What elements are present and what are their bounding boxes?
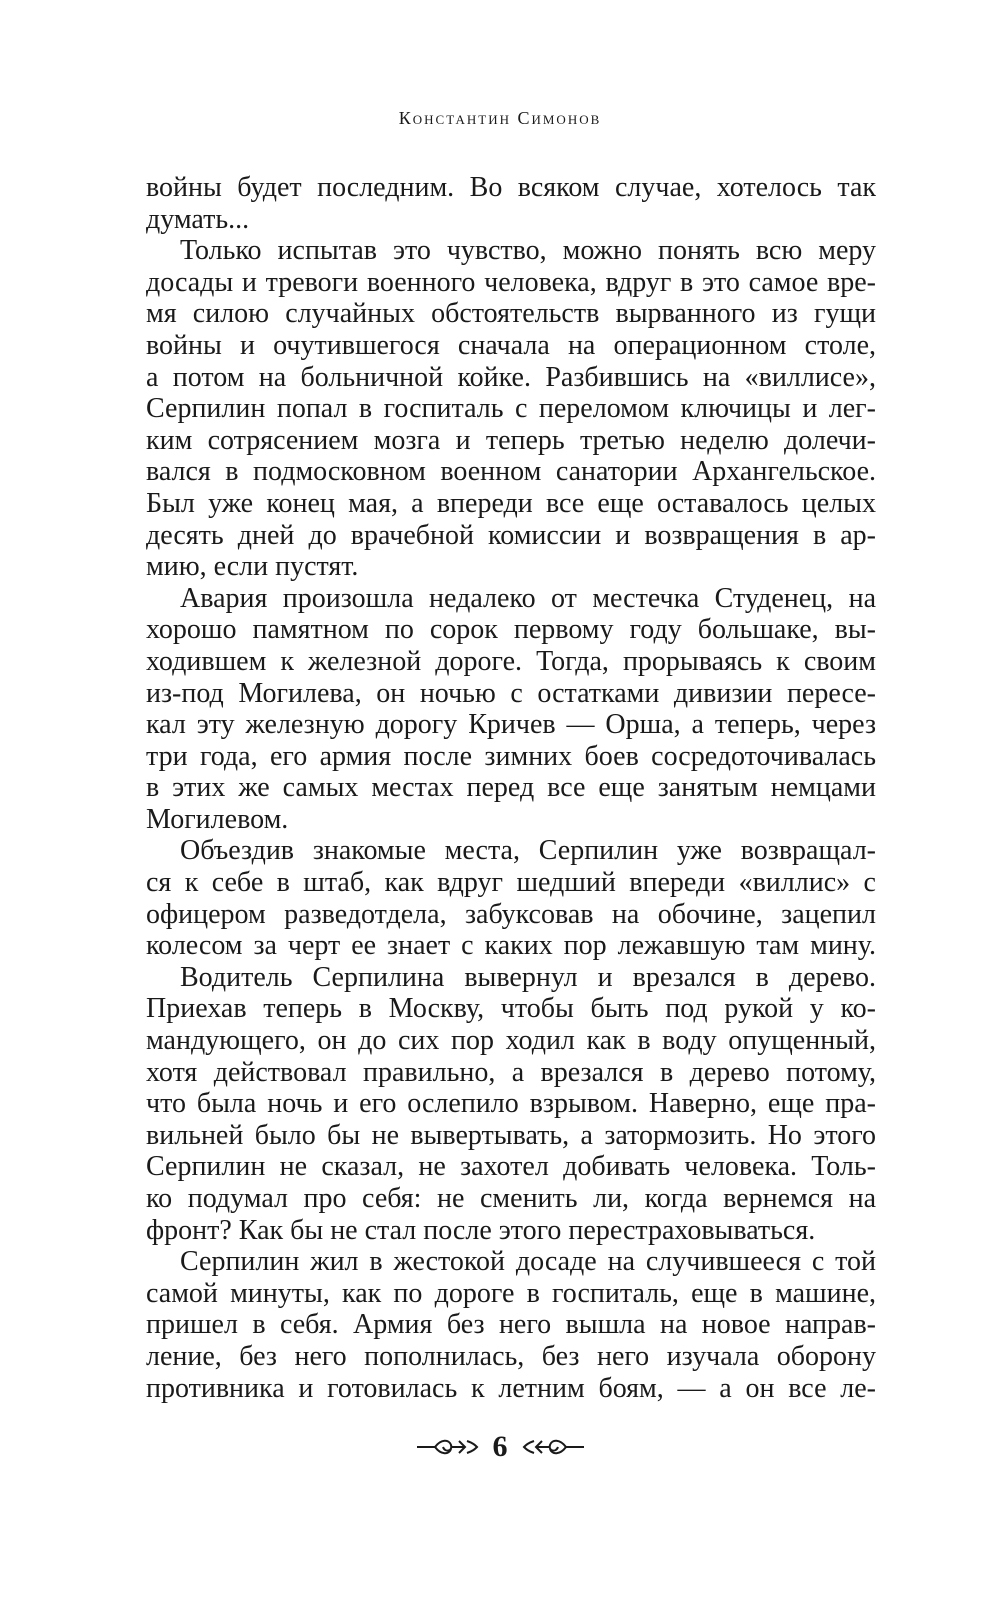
text-line: досады и тревоги военного человека, вдруг в это самое вре- (146, 266, 876, 298)
text-line: колесом за черт ее знает с каких пор лежавшую там мину. (146, 930, 876, 962)
text-line: Был уже конец мая, а впереди все еще оставалось целых (146, 487, 876, 519)
text-line: вильней было бы не вывертывать, а затормозить. Но этого (146, 1119, 876, 1151)
text-line: пришел в себя. Армия без него вышла на новое направ- (146, 1309, 876, 1341)
text-line: десять дней до врачебной комиссии и возвращения в ар- (146, 519, 876, 551)
text-line: ко подумал про себя: не сменить ли, когда вернемся на (146, 1183, 876, 1214)
left-ornament-icon (415, 1435, 479, 1459)
text-line: Объездив знакомые места, Серпилин уже возвращал- (180, 835, 876, 867)
body-text (146, 172, 876, 1404)
text-line: ходившем к железной дороге. Тогда, прорываясь к своим (146, 645, 876, 677)
text-line: ким сотрясением мозга и теперь третью неделю долечи- (146, 424, 876, 456)
text-line: ление, без него пополнилась, без него изучала оборону (146, 1340, 876, 1372)
text-line: офицером разведотдела, забуксовав на обочине, зацепил (146, 898, 876, 930)
text-line: Водитель Серпилина вывернул и врезался в дерево. (180, 961, 876, 993)
text-line: Серпилин не сказал, не захотел добивать человека. Толь- (146, 1151, 876, 1183)
text-line: Серпилин жил в жестокой досаде на случившееся с той (180, 1246, 876, 1278)
text-line: вался в подмосковном военном санатории Архангельское. (146, 456, 876, 488)
text-line: мя силою случайных обстоятельств вырванного из гущи (146, 298, 876, 330)
text-line: противника и готовилась к летним боям, — а он все ле- (146, 1372, 876, 1404)
text-line: Серпилин попал в госпиталь с переломом ключицы и лег- (146, 393, 876, 425)
text-line: войны будет последним. Во всяком случае, хотелось так (146, 172, 876, 203)
text-line: ся к себе в штаб, как вдруг шедший впереди «виллис» с (146, 867, 876, 899)
text-line: Авария произошла недалеко от местечка Студенец, на (180, 582, 876, 614)
text-line: три года, его армия после зимних боев сосредоточивалась (146, 740, 876, 772)
text-line: Приехав теперь в Москву, чтобы быть под рукой у ко- (146, 993, 876, 1025)
text-line: а потом на больничной койке. Разбившись на «виллисе», (146, 361, 876, 393)
text-line: Могилевом. (146, 803, 289, 835)
text-line: мандующего, он до сих пор ходил как в воду опущенный, (146, 1025, 876, 1057)
text-line: в этих же самых местах перед все еще занятым немцами (146, 772, 876, 804)
text-line: фронт? Как бы не стал после этого перестраховываться. (146, 1214, 816, 1246)
text-line: хотя действовал правильно, а врезался в дерево потому, (146, 1056, 876, 1088)
text-line: самой минуты, как по дороге в госпиталь, еще в машине, (146, 1277, 876, 1309)
page-number: 6 (492, 1430, 508, 1463)
text-line: мию, если пустят. (146, 551, 359, 583)
page-footer (0, 1430, 1000, 1464)
text-line: хорошо памятном по сорок первому году большаке, вы- (146, 614, 876, 646)
running-head: Константин Симонов (398, 108, 602, 128)
right-ornament-icon (522, 1435, 586, 1459)
text-line: кал эту железную дорогу Кричев — Орша, а теперь, через (146, 709, 876, 741)
text-line: войны и очутившегося сначала на операционном столе, (146, 329, 876, 361)
text-line: что была ночь и его ослепило взрывом. Наверно, еще пра- (146, 1088, 876, 1120)
text-line: из-под Могилева, он ночью с остатками дивизии пересе- (146, 677, 876, 709)
text-line: думать... (146, 203, 250, 235)
text-line: Только испытав это чувство, можно понять всю меру (180, 235, 876, 267)
